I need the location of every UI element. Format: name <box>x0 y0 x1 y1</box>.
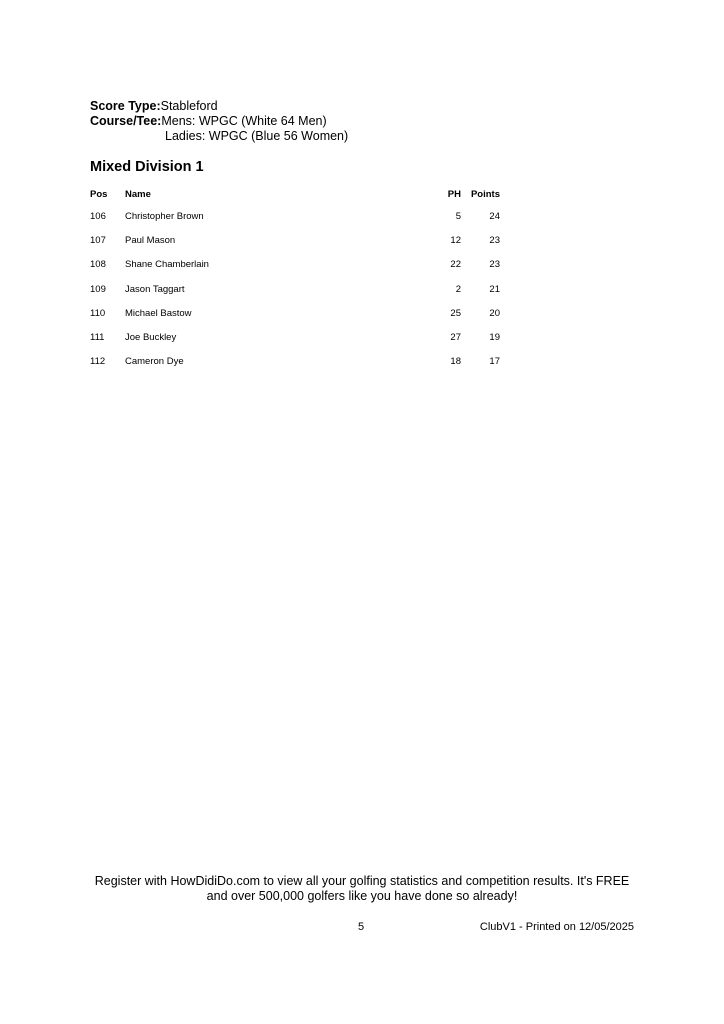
row-ph: 12 <box>450 235 461 247</box>
row-points: 23 <box>489 235 500 247</box>
table-header <box>90 189 510 203</box>
table-row <box>90 332 510 356</box>
row-ph: 22 <box>450 259 461 271</box>
row-ph: 25 <box>450 307 461 319</box>
course-tee-ladies: Ladies: WPGC (Blue 56 Women) <box>165 129 349 143</box>
row-pos: 110 <box>90 307 106 319</box>
score-type-row <box>90 99 348 114</box>
table-row <box>90 284 510 308</box>
row-pos: 112 <box>90 356 106 368</box>
row-name: Paul Mason <box>125 235 176 247</box>
row-name: Cameron Dye <box>125 356 184 368</box>
footer-message <box>0 874 724 904</box>
printed-info: ClubV1 - Printed on 12/05/2025 <box>479 921 634 933</box>
row-name: Michael Bastow <box>125 307 192 319</box>
competition-meta <box>90 99 348 144</box>
table-body <box>90 211 510 380</box>
header-name: Name <box>125 189 151 200</box>
header-pos: Pos <box>90 189 108 200</box>
row-points: 17 <box>489 356 500 368</box>
course-tee-label: Course/Tee: <box>90 114 162 128</box>
score-type-value: Stableford <box>160 99 218 113</box>
row-pos: 111 <box>90 331 105 343</box>
results-table <box>90 189 510 368</box>
division-title: Mixed Division 1 <box>90 159 204 175</box>
page-number: 5 <box>358 921 365 933</box>
row-pos: 109 <box>90 283 106 295</box>
row-points: 23 <box>489 259 500 271</box>
row-pos: 108 <box>90 259 106 271</box>
row-points: 20 <box>489 307 500 319</box>
row-ph: 27 <box>450 331 461 343</box>
row-points: 24 <box>489 211 500 222</box>
footer-line-1: Register with HowDidiDo.com to view all your golfing statistics and competition results. It's FREE <box>94 874 630 888</box>
row-points: 19 <box>489 331 500 343</box>
score-type-label: Score Type: <box>90 99 161 113</box>
row-name: Jason Taggart <box>125 283 185 295</box>
course-tee-mens: Mens: WPGC (White 64 Men) <box>161 114 327 128</box>
header-points: Points <box>470 189 500 200</box>
table-row <box>90 308 510 332</box>
table-row <box>90 356 510 380</box>
row-points: 21 <box>489 283 500 295</box>
row-name: Shane Chamberlain <box>125 259 209 271</box>
row-pos: 107 <box>90 235 106 247</box>
table-row <box>90 259 510 283</box>
row-pos: 106 <box>90 211 106 222</box>
row-ph: 2 <box>455 283 461 295</box>
row-ph: 5 <box>455 211 461 222</box>
row-name: Christopher Brown <box>125 211 204 222</box>
row-ph: 18 <box>450 356 461 368</box>
footer-line-2: and over 500,000 golfers like you have done so already! <box>206 889 518 903</box>
course-tee-row <box>90 114 348 129</box>
row-name: Joe Buckley <box>125 331 177 343</box>
table-row <box>90 235 510 259</box>
course-tee-ladies-row <box>90 129 348 144</box>
header-ph: PH <box>447 189 461 200</box>
table-row <box>90 211 510 235</box>
